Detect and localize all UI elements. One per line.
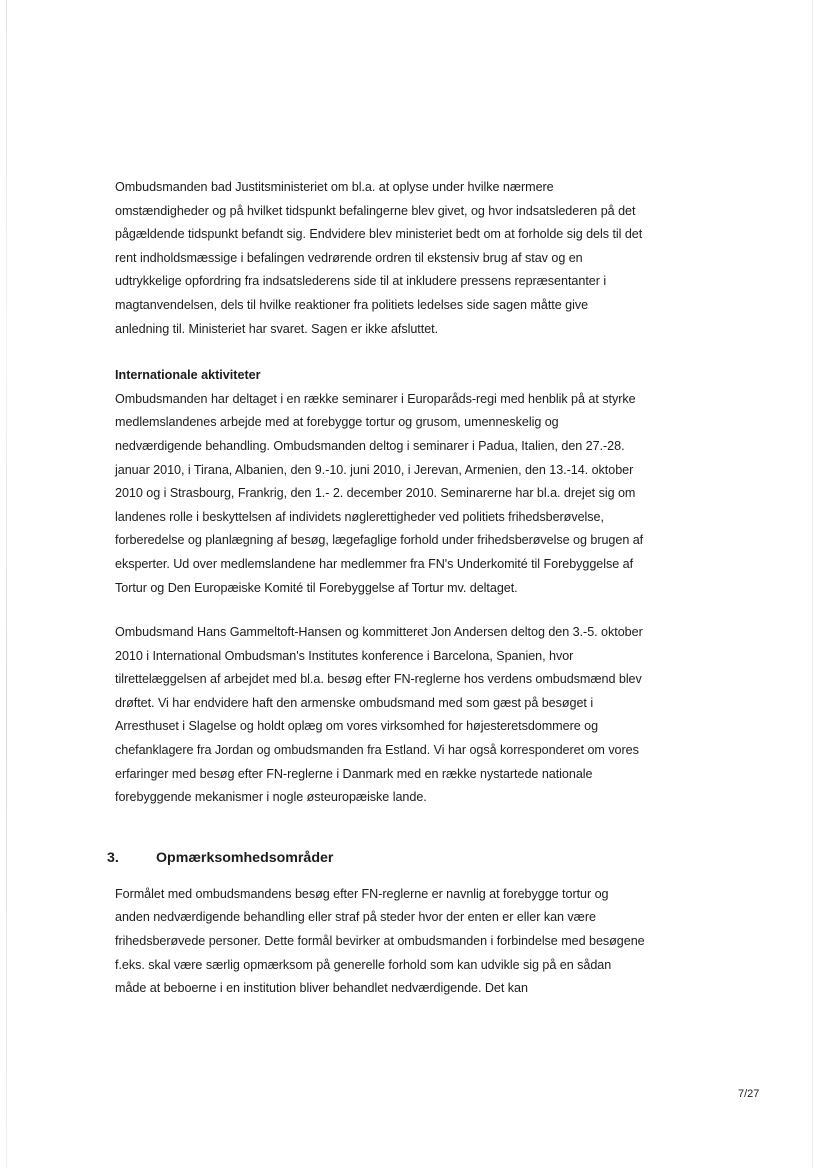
paragraph-seminars: Ombudsmanden har deltaget i en række seminarer i Europaråds-regi med henblik på at styrke medlemslandenes arbejde med at forebygge tortur og grusom, umenneskelig og nedværdigende behandling. Ombudsmanden deltog i seminarer i Padua, Italien, den 27.-28. januar 2010, i Tirana, Albanien, den 9.-10. juni 2010, i Jerevan, Armenien, den 13.-14. oktober 2010 og i Strasbourg, Frankrig, den 1.- 2. december 2010. Seminarerne har bl.a. drejet sig om landenes rolle i beskyttelsen af individets nøglerettigheder ved politiets frihedsberøvelse, forberedelse og planlægning af besøg, lægefaglige forhold under frihedsberøvelse og brugen af eksperter. Ud over medlemslandene har medlemmer fra FN's Underkomité til Forebyggelse af Tortur og Den Europæiske Komité til Forebyggelse af Tortur mv. deltaget. xyxy=(115,391,644,595)
paragraph-ministry-inquiry: Ombudsmanden bad Justitsministeriet om bl.a. at oplyse under hvilke nærmere omstændigheder og på hvilket tidspunkt befalingerne blev givet, og hvor indsatslederen på det pågældende tidspunkt befandt sig. Endvidere blev ministeriet bedt om at forholde sig dels til det rent indholdsmæssige i befalingen vedrørende ordren til ekstensiv brug af stav og en udtrykkelige opfordring fra indsatslederens side til at inkludere pressens repræsentanter i magtanvendelsen, dels til hvilke reaktioner fra politiets ledelses side sagen måtte give anledning til. Ministeriet har svaret. Sagen er ikke afsluttet. xyxy=(115,180,643,336)
paragraph-spacer xyxy=(115,341,645,364)
section-title: Opmærksomhedsområder xyxy=(156,849,334,866)
scan-edge-left xyxy=(6,0,7,1168)
scan-edge-right xyxy=(812,0,813,1168)
page-number: 7/27 xyxy=(738,1088,760,1100)
paragraph-purpose: Formålet med ombudsmandens besøg efter FN-reglerne er navnlig at forebygge tortur og anden nedværdigende behandling eller straf på steder hvor der enten er eller kan være frihedsberøvede personer. Dette formål bevirker at ombudsmanden i forbindelse med besøgene f.eks. skal være særlig opmærksom på generelle forhold som kan udvikle sig på en sådan måde at beboerne i en institution bliver behandlet nedværdigende. Det kan xyxy=(115,886,645,996)
subheading-international-activities: Internationale aktiviteter xyxy=(115,368,261,383)
document-page xyxy=(107,176,645,1001)
section-number: 3. xyxy=(107,849,119,866)
section-heading xyxy=(107,846,645,870)
paragraph-spacer xyxy=(115,600,645,621)
paragraph-conference: Ombudsmand Hans Gammeltoft-Hansen og kommitteret Jon Andersen deltog den 3.-5. oktober 2010 i International Ombudsman's Institutes konference i Barcelona, Spanien, hvor tilrettelæggelsen af arbejdet med bl.a. besøg efter FN-reglerne hos verdens ombudsmænd blev drøftet. Vi har endvidere haft den armenske ombudsmand med som gæst på besøget i Arresthuset i Slagelse og holdt oplæg om vores virksomhed for højesteretsdommere og chefanklagere fra Jordan og ombudsmanden fra Estland. Vi har også korresponderet om vores erfaringer med besøg efter FN-reglerne i Danmark med en række nystartede nationale forebyggende mekanismer i nogle østeuropæiske lande. xyxy=(115,625,643,805)
